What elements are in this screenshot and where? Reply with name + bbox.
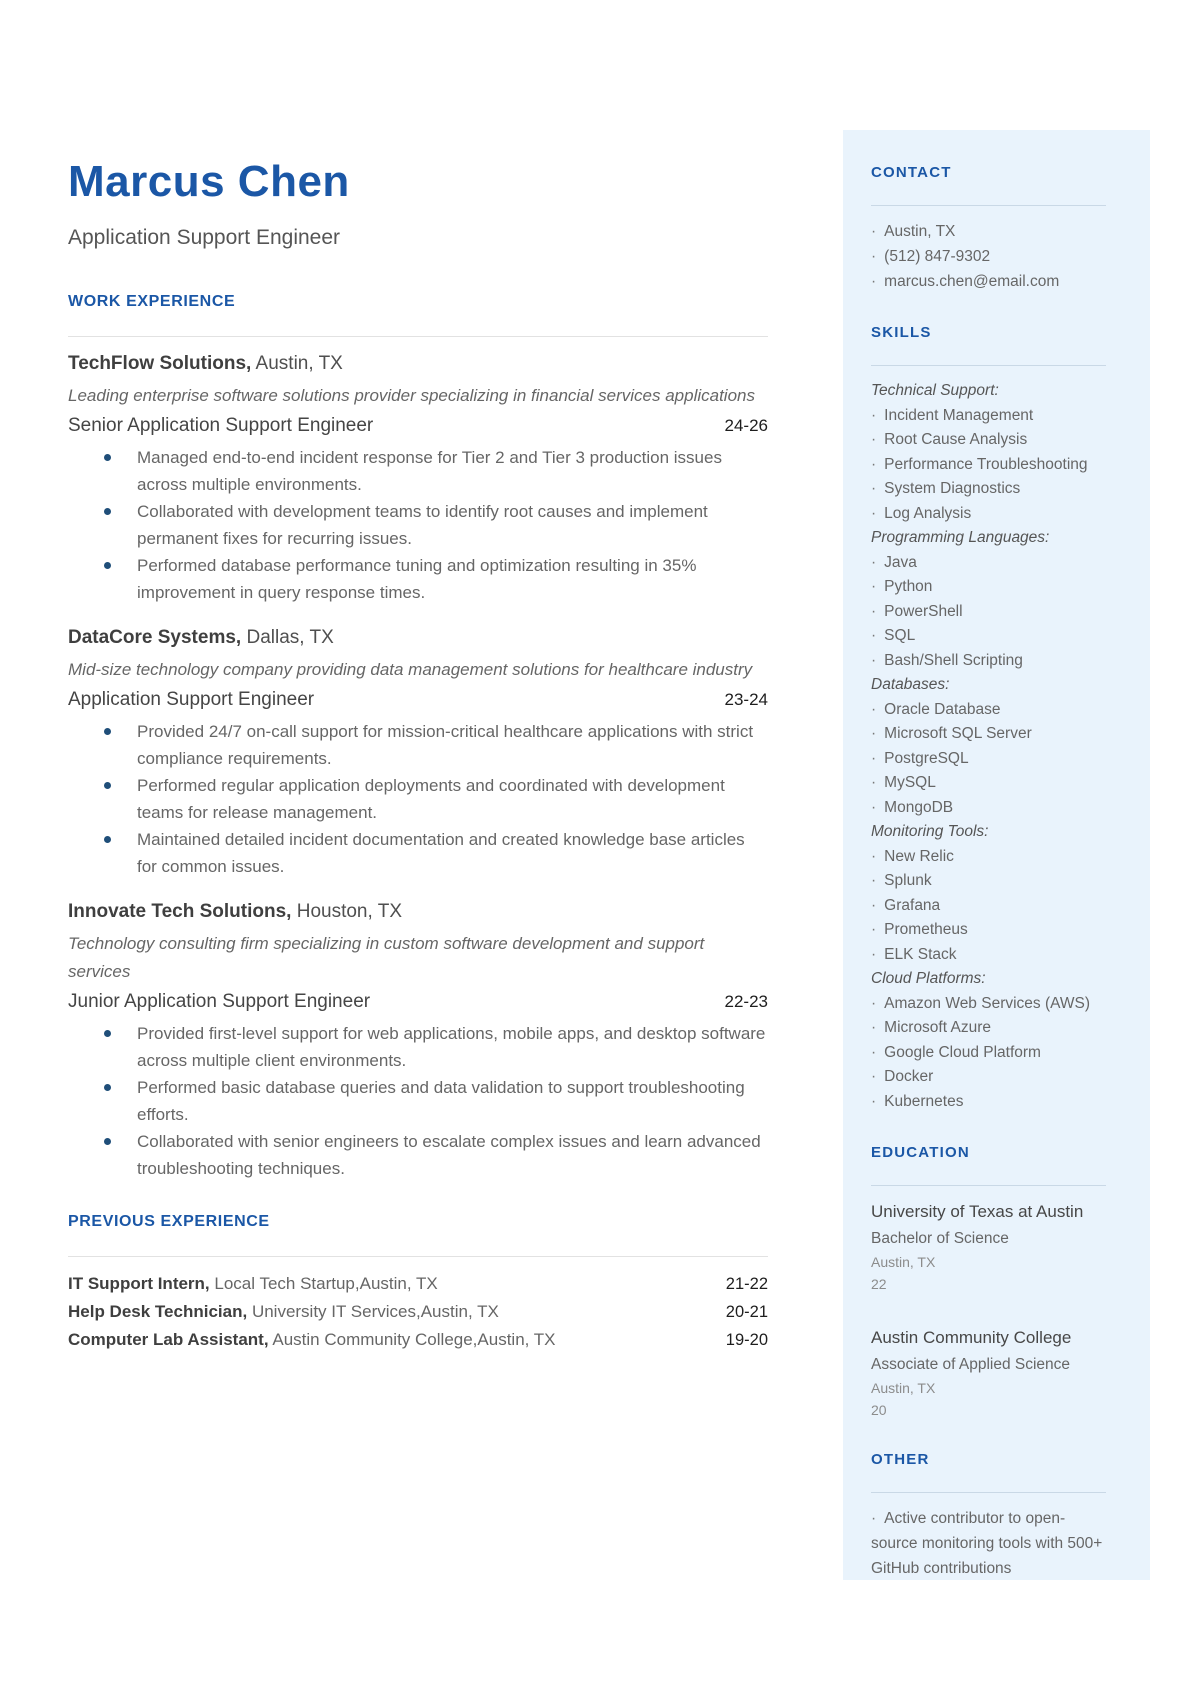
skill-item xyxy=(871,894,1106,919)
skill-item xyxy=(871,551,1106,576)
skills-section xyxy=(871,325,1106,1114)
bullet-dot: · xyxy=(871,627,877,644)
degree: Bachelor of Science xyxy=(871,1230,1009,1247)
previous-experience-row xyxy=(68,1298,768,1326)
bullet-dot: · xyxy=(871,945,877,963)
bullet-dot: · xyxy=(871,774,877,791)
role-title: Junior Application Support Engineer xyxy=(68,991,371,1012)
skill-text: MongoDB xyxy=(884,798,954,816)
skill-text: Oracle Database xyxy=(884,700,1001,718)
education-section xyxy=(871,1145,1106,1421)
other-text: Active contributor to open-source monitoring tools with 500+ GitHub contributions xyxy=(871,1510,1103,1577)
bullet-dot: · xyxy=(871,553,877,571)
skill-text: PowerShell xyxy=(884,602,963,620)
bullet-dot: · xyxy=(871,480,877,497)
company-entry xyxy=(68,900,768,1182)
skill-text: System Diagnostics xyxy=(884,480,1021,497)
role-title: Application Support Engineer xyxy=(68,689,315,710)
company-name: TechFlow Solutions, xyxy=(68,353,252,374)
contact-section xyxy=(871,165,1106,294)
skill-text: Microsoft Azure xyxy=(884,1019,991,1036)
previous-role-org: Austin Community College,Austin, TX xyxy=(272,1330,556,1349)
contact-heading: CONTACT xyxy=(871,164,952,181)
contact-text: marcus.chen@email.com xyxy=(884,273,1060,290)
education-list xyxy=(871,1199,1106,1421)
previous-experience-list xyxy=(68,1270,768,1354)
bullet-item: Performed database performance tuning and optimization resulting in 35% improvement in query response times. xyxy=(68,552,768,606)
bullet-item: Performed regular application deployments and coordinated with development teams for release management. xyxy=(68,772,768,826)
skill-item xyxy=(871,428,1106,453)
role-header xyxy=(68,990,768,1014)
skill-category-label: Cloud Platforms: xyxy=(871,970,986,987)
school-name: University of Texas at Austin xyxy=(871,1202,1084,1221)
bullet-dot: · xyxy=(871,1019,877,1036)
skill-item xyxy=(871,404,1106,429)
skill-item xyxy=(871,624,1106,649)
bullet-dot: · xyxy=(871,1068,877,1085)
main-column xyxy=(68,0,768,1354)
skill-item xyxy=(871,575,1106,600)
previous-role-title: Computer Lab Assistant, xyxy=(68,1330,269,1349)
bullet-dot: · xyxy=(871,872,877,889)
skill-text: MySQL xyxy=(884,774,936,791)
skill-text: Python xyxy=(884,578,933,595)
person-job-title: Application Support Engineer xyxy=(68,226,341,249)
bullet-item: Maintained detailed incident documentation and created knowledge base articles for common issues. xyxy=(68,826,768,880)
role-title: Senior Application Support Engineer xyxy=(68,415,374,436)
education-heading: EDUCATION xyxy=(871,1144,970,1161)
skill-text: Bash/Shell Scripting xyxy=(884,651,1023,669)
other-heading: OTHER xyxy=(871,1451,930,1468)
bullet-dot: · xyxy=(871,1510,877,1527)
skill-category-label: Databases: xyxy=(871,676,950,693)
skill-item xyxy=(871,502,1106,527)
previous-role xyxy=(68,1270,438,1297)
bullet-dot: · xyxy=(871,431,877,448)
contact-text: (512) 847-9302 xyxy=(884,248,991,265)
skill-text: SQL xyxy=(884,627,916,644)
skill-text: Google Cloud Platform xyxy=(884,1043,1041,1061)
school-name: Austin Community College xyxy=(871,1328,1072,1347)
company-name: DataCore Systems, xyxy=(68,627,242,648)
skill-text: Microsoft SQL Server xyxy=(884,725,1032,742)
contact-item xyxy=(871,244,1106,269)
other-item xyxy=(871,1506,1106,1581)
bullet-dot: · xyxy=(871,798,877,816)
bullet-item: Collaborated with development teams to identify root causes and implement permanent fixes for recurring issues. xyxy=(68,498,768,552)
skill-item xyxy=(871,796,1106,821)
skill-item xyxy=(871,1041,1106,1066)
company-description: Leading enterprise software solutions provider specializing in financial services applications xyxy=(68,386,755,405)
skill-text: Amazon Web Services (AWS) xyxy=(884,994,1091,1012)
company-description: Mid-size technology company providing data management solutions for healthcare industry xyxy=(68,660,753,679)
previous-role-dates: 21-22 xyxy=(725,1275,768,1293)
bullet-dot: · xyxy=(871,1092,877,1110)
degree: Associate of Applied Science xyxy=(871,1356,1071,1373)
divider xyxy=(871,205,1106,206)
skill-item xyxy=(871,869,1106,894)
skill-text: Log Analysis xyxy=(884,504,972,522)
company-name: Innovate Tech Solutions, xyxy=(68,901,292,922)
bullet-dot: · xyxy=(871,602,877,620)
bullet-dot: · xyxy=(871,847,877,865)
role-header xyxy=(68,688,768,712)
skills-heading: SKILLS xyxy=(871,324,932,341)
bullet-dot: · xyxy=(871,223,877,240)
work-experience-list xyxy=(68,352,768,1182)
work-experience-heading: WORK EXPERIENCE xyxy=(68,293,236,310)
skill-text: Performance Troubleshooting xyxy=(884,455,1088,473)
skill-text: Grafana xyxy=(884,896,941,914)
role-dates: 22-23 xyxy=(724,992,768,1011)
bullet-dot: · xyxy=(871,1043,877,1061)
skill-item xyxy=(871,747,1106,772)
role-dates: 23-24 xyxy=(724,690,768,709)
graduation-year: 22 xyxy=(871,1276,887,1292)
skill-text: Prometheus xyxy=(884,921,968,938)
role-dates: 24-26 xyxy=(724,416,768,435)
previous-role-dates: 20-21 xyxy=(725,1303,768,1321)
bullet-item: Provided first-level support for web applications, mobile apps, and desktop software across multiple client environments. xyxy=(68,1020,768,1074)
skill-category-label: Technical Support: xyxy=(871,382,999,399)
skill-item xyxy=(871,477,1106,502)
company-entry xyxy=(68,352,768,606)
bullet-dot: · xyxy=(871,994,877,1012)
previous-role-org: Local Tech Startup,Austin, TX xyxy=(214,1274,438,1293)
skill-item xyxy=(871,771,1106,796)
skill-text: Incident Management xyxy=(884,406,1034,424)
divider xyxy=(68,1256,768,1257)
bullet-dot: · xyxy=(871,921,877,938)
previous-role-dates: 19-20 xyxy=(725,1331,768,1349)
skill-item xyxy=(871,1090,1106,1115)
skill-text: Splunk xyxy=(884,872,932,889)
bullet-dot: · xyxy=(871,406,877,424)
previous-role xyxy=(68,1298,499,1325)
bullet-dot: · xyxy=(871,248,877,265)
skill-category-label: Programming Languages: xyxy=(871,529,1050,546)
previous-experience-row xyxy=(68,1326,768,1354)
school-location: Austin, TX xyxy=(871,1380,936,1396)
skill-item xyxy=(871,600,1106,625)
company-location: Austin, TX xyxy=(255,353,343,374)
role-header xyxy=(68,414,768,438)
person-name: Marcus Chen xyxy=(68,157,350,206)
company-header xyxy=(68,900,768,924)
bullet-dot: · xyxy=(871,578,877,595)
skill-item xyxy=(871,992,1106,1017)
education-entry xyxy=(871,1325,1106,1421)
divider xyxy=(68,336,768,337)
company-description: Technology consulting firm specializing in custom software development and support services xyxy=(68,934,705,981)
skill-item xyxy=(871,943,1106,968)
school-location: Austin, TX xyxy=(871,1254,936,1270)
bullet-dot: · xyxy=(871,896,877,914)
bullet-dot: · xyxy=(871,504,877,522)
role-bullets xyxy=(68,1020,768,1182)
previous-experience-row xyxy=(68,1270,768,1298)
previous-role xyxy=(68,1326,556,1353)
divider xyxy=(871,1185,1106,1186)
skill-item xyxy=(871,845,1106,870)
contact-text: Austin, TX xyxy=(884,223,956,240)
contact-item xyxy=(871,219,1106,244)
other-section xyxy=(871,1452,1106,1581)
skill-item xyxy=(871,1065,1106,1090)
bullet-dot: · xyxy=(871,651,877,669)
skill-item xyxy=(871,698,1106,723)
other-list xyxy=(871,1506,1106,1581)
bullet-item: Provided 24/7 on-call support for mission-critical healthcare applications with strict compliance requirements. xyxy=(68,718,768,772)
role-bullets xyxy=(68,444,768,606)
skill-category-label: Monitoring Tools: xyxy=(871,823,989,840)
skill-item xyxy=(871,453,1106,478)
skill-text: Root Cause Analysis xyxy=(884,431,1028,448)
previous-experience-heading: PREVIOUS EXPERIENCE xyxy=(68,1213,270,1230)
bullet-dot: · xyxy=(871,725,877,742)
skill-item xyxy=(871,1016,1106,1041)
previous-role-org: University IT Services,Austin, TX xyxy=(251,1302,499,1321)
skills-list xyxy=(871,379,1106,1114)
skill-item xyxy=(871,722,1106,747)
bullet-dot: · xyxy=(871,700,877,718)
company-header xyxy=(68,626,768,650)
bullet-item: Collaborated with senior engineers to escalate complex issues and learn advanced troubleshooting techniques. xyxy=(68,1128,768,1182)
graduation-year: 20 xyxy=(871,1402,887,1418)
bullet-dot: · xyxy=(871,749,877,767)
previous-role-title: IT Support Intern, xyxy=(68,1274,210,1293)
bullet-dot: · xyxy=(871,273,877,290)
divider xyxy=(871,365,1106,366)
company-location: Houston, TX xyxy=(296,901,402,922)
education-entry xyxy=(871,1199,1106,1295)
company-entry xyxy=(68,626,768,880)
skill-text: Kubernetes xyxy=(884,1092,964,1110)
bullet-item: Managed end-to-end incident response for Tier 2 and Tier 3 production issues across multiple environments. xyxy=(68,444,768,498)
company-location: Dallas, TX xyxy=(246,627,334,648)
skill-text: New Relic xyxy=(884,847,954,865)
contact-item xyxy=(871,269,1106,294)
divider xyxy=(871,1492,1106,1493)
skill-text: Java xyxy=(884,553,917,571)
contact-list xyxy=(871,219,1106,294)
skill-item xyxy=(871,918,1106,943)
bullet-item: Performed basic database queries and data validation to support troubleshooting efforts. xyxy=(68,1074,768,1128)
bullet-dot: · xyxy=(871,455,877,473)
company-header xyxy=(68,352,768,376)
skill-item xyxy=(871,649,1106,674)
skill-text: Docker xyxy=(884,1068,934,1085)
role-bullets xyxy=(68,718,768,880)
skill-text: ELK Stack xyxy=(884,945,957,963)
previous-role-title: Help Desk Technician, xyxy=(68,1302,248,1321)
sidebar xyxy=(843,130,1150,1580)
skill-text: PostgreSQL xyxy=(884,749,969,767)
